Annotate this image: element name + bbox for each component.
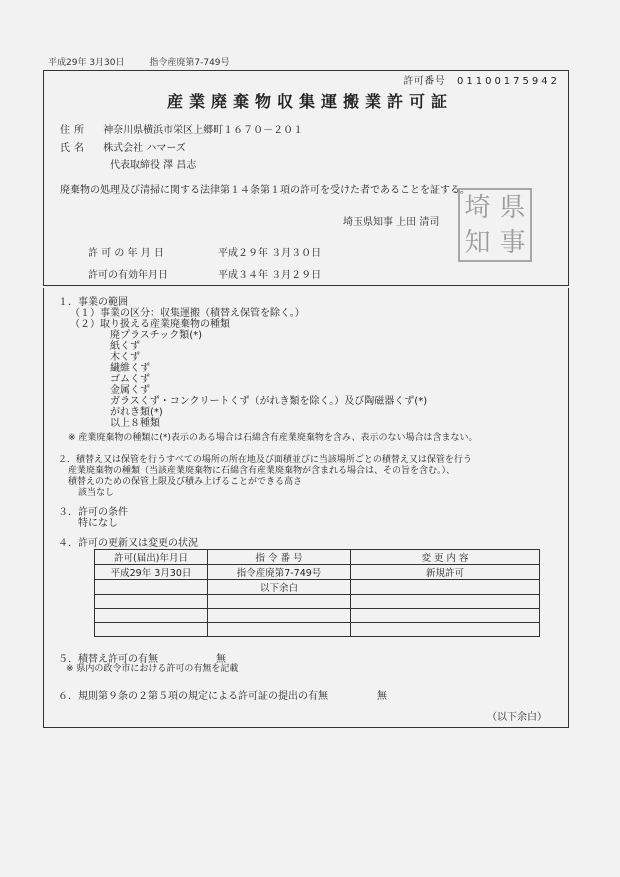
address-line	[60, 121, 303, 136]
permit-date-label: 許 可 の 年 月 日	[88, 248, 164, 259]
section-1-business-type: （１）事業の区分：収集運搬（積替え保管を除く。）	[70, 308, 305, 319]
table-cell: 指令産廃第7-749号	[208, 565, 351, 580]
directive-number: 指令産廃第7-749号	[149, 58, 230, 68]
certification-text: 廃棄物の処理及び清掃に関する法律第１４条第１項の許可を受けた者であることを証する。	[60, 185, 470, 196]
waste-type-item: 廃プラスチック類(*)	[110, 330, 203, 341]
seal-char: 県	[499, 192, 526, 223]
table-cell	[208, 609, 351, 623]
seal-char: 知	[464, 227, 491, 258]
asbestos-note: ※ 産業廃棄物の種類に(*)表示のある場合は石綿含有産業廃棄物を含み、表示のない場合は含まない。	[68, 433, 478, 443]
table-header: 許可(届出)年月日	[95, 550, 208, 565]
representative: 代表取締役 澤 昌志	[110, 160, 197, 171]
waste-type-item: ゴムくず	[110, 374, 150, 385]
address-label: 住所	[60, 125, 88, 136]
expiry-date-label: 許可の有効年月日	[88, 270, 168, 281]
name-label: 氏名	[60, 143, 88, 154]
seal-char: 事	[499, 227, 526, 258]
table-cell	[208, 623, 351, 637]
table-cell	[95, 595, 208, 609]
table-cell: 平成29年 3月30日	[95, 565, 208, 580]
table-cell	[351, 580, 540, 595]
waste-type-item: 繊維くず	[110, 363, 150, 374]
permit-number-value: 01100175942	[457, 76, 560, 87]
expiry-date-value: 平成３４年 ３月２９日	[218, 270, 322, 281]
table-row	[95, 609, 540, 623]
table-cell	[351, 595, 540, 609]
table-cell	[95, 580, 208, 595]
section-6-value: 無	[377, 691, 387, 702]
governor-seal	[458, 188, 532, 262]
table-row	[95, 623, 540, 637]
permit-number-line	[403, 72, 560, 87]
issuer-name: 埼玉県知事 上田 清司	[343, 217, 440, 228]
address-value: 神奈川県横浜市栄区上郷町１６７０－２０１	[103, 125, 304, 136]
table-row	[95, 580, 540, 595]
waste-type-item: 紙くず	[110, 341, 140, 352]
table-cell	[351, 609, 540, 623]
section-2-line: ２．積替え又は保管を行うすべての場所の所在地及び面積並びに当該場所ごとの積替え又は保管を行う	[58, 455, 472, 465]
document-header-line	[48, 55, 252, 68]
name-line	[60, 139, 186, 154]
end-note: （以下余白）	[487, 712, 547, 723]
table-header: 指 令 番 号	[208, 550, 351, 565]
section-2-line: 積替えのための保管上限及び積み上げることができる高さ	[68, 477, 303, 487]
permit-date-value: 平成２９年 ３月３０日	[218, 248, 322, 259]
seal-char: 埼	[464, 192, 491, 223]
waste-type-item: 金属くず	[110, 385, 150, 396]
table-row	[95, 565, 540, 580]
permit-number-label: 許可番号	[403, 76, 446, 87]
table-cell: 以下余白	[208, 580, 351, 595]
waste-type-item: がれき類(*)	[110, 407, 163, 418]
section-5-value: 無	[216, 654, 226, 665]
section-2-value: 該当なし	[78, 488, 115, 498]
table-cell	[95, 609, 208, 623]
page-title: 産業廃棄物収集運搬業許可証	[166, 92, 453, 111]
table-row	[95, 595, 540, 609]
section-5-title: ５．積替え許可の有無	[58, 654, 158, 665]
table-header: 変 更 内 容	[351, 550, 540, 565]
name-value: 株式会社 ハマーズ	[103, 143, 186, 154]
section-1-waste-heading: （２）取り扱える産業廃棄物の種類	[70, 319, 230, 330]
table-cell	[208, 595, 351, 609]
table-cell	[351, 623, 540, 637]
section-3-title: ３．許可の条件	[58, 507, 128, 518]
section-2-line: 産業廃棄物の種類（当該産業廃棄物に石綿含有産業廃棄物が含まれる場合は、その旨を含む。）、	[68, 466, 456, 476]
section-5-note: ※ 県内の政令市における許可の有無を記載	[66, 664, 239, 674]
section-4-title: ４．許可の更新又は変更の状況	[58, 538, 198, 549]
section-6-title: ６．規則第９条の２第５項の規定による許可証の提出の有無	[58, 691, 328, 702]
permit-history-table	[94, 549, 540, 637]
table-cell: 新規許可	[351, 565, 540, 580]
waste-type-item: ガラスくず・コンクリートくず（がれき類を除く。）及び陶磁器くず(*)	[110, 396, 428, 407]
table-header-row	[95, 550, 540, 565]
waste-type-item: 木くず	[110, 352, 140, 363]
section-3-value: 特になし	[78, 518, 118, 529]
issue-date: 平成29年 3月30日	[48, 58, 125, 68]
section-1-title: １．事業の範囲	[58, 297, 128, 308]
table-cell	[95, 623, 208, 637]
waste-type-count: 以上８種類	[110, 418, 160, 429]
